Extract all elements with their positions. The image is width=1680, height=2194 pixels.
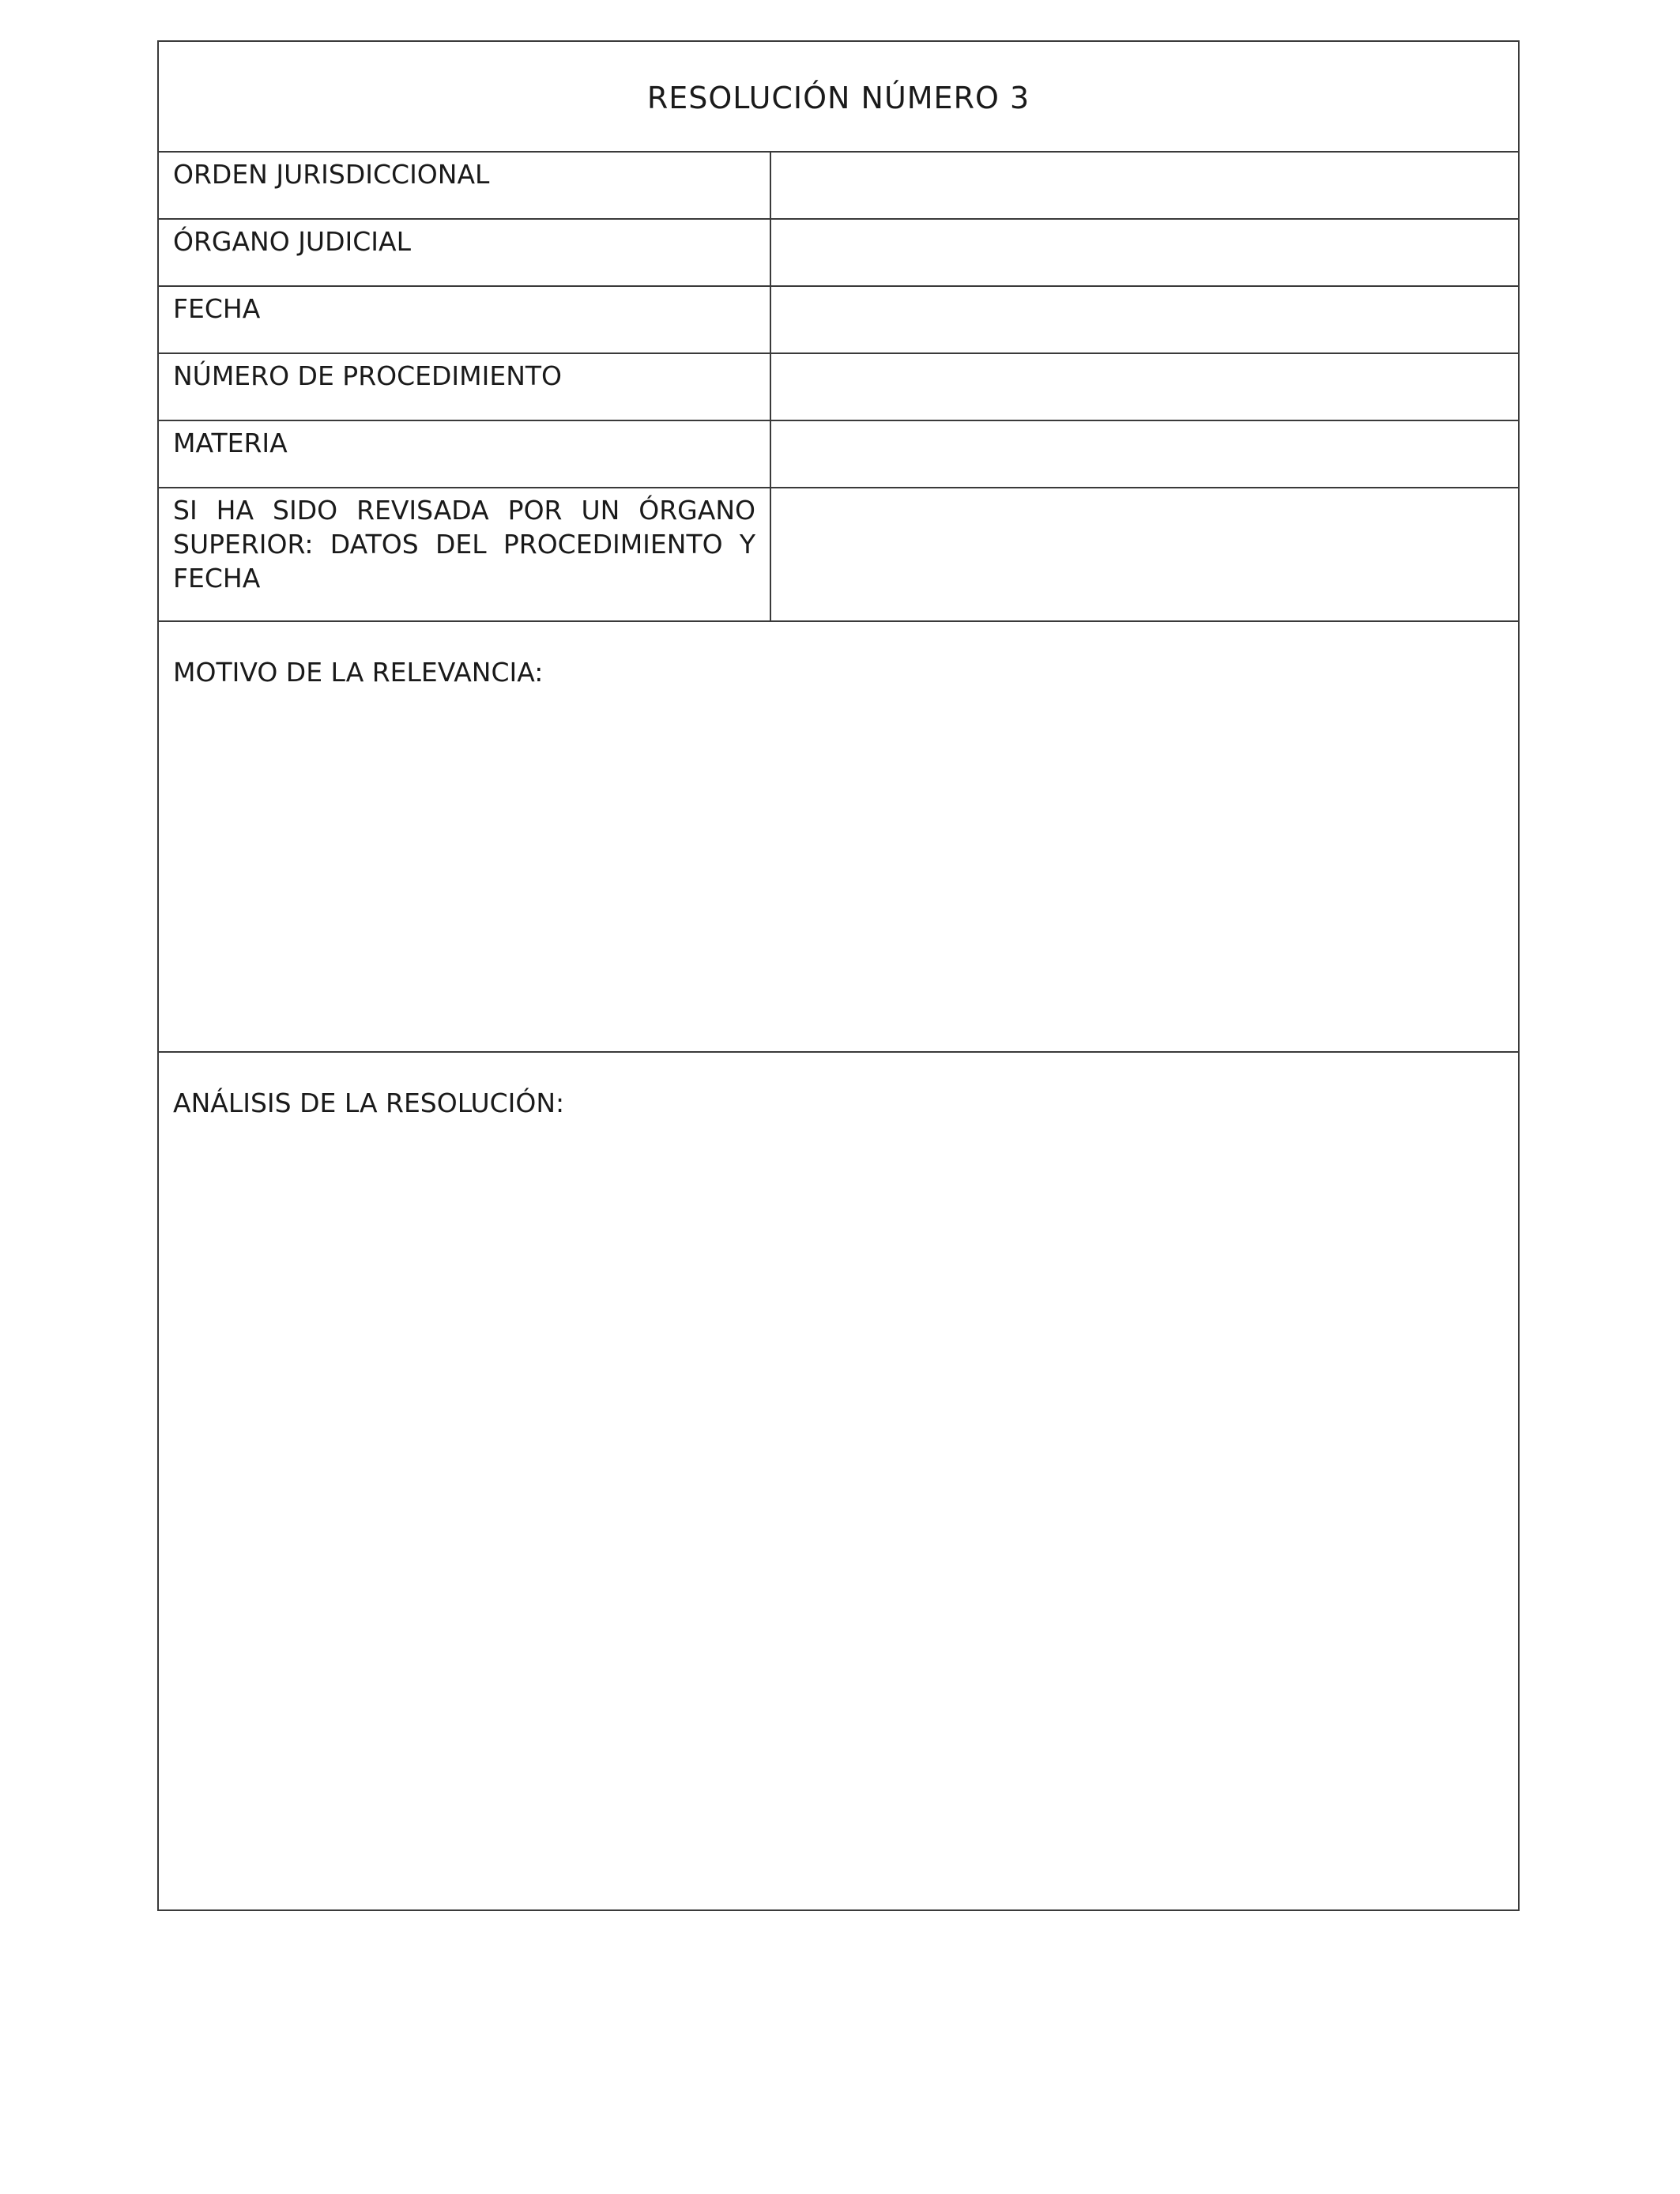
fecha-value[interactable] [771, 287, 1518, 352]
organo-judicial-value[interactable] [771, 220, 1518, 285]
field-row-materia [159, 421, 1518, 488]
analysis-text-area[interactable] [159, 1132, 1518, 1909]
field-label: NÚMERO DE PROCEDIMIENTO [159, 354, 771, 420]
field-label: ORDEN JURISDICCIONAL [159, 153, 771, 218]
field-row-orden-jurisdiccional [159, 153, 1518, 220]
materia-value[interactable] [771, 421, 1518, 487]
relevance-label: MOTIVO DE LA RELEVANCIA: [173, 657, 544, 688]
field-row-fecha [159, 287, 1518, 354]
numero-procedimiento-value[interactable] [771, 354, 1518, 420]
field-row-numero-procedimiento [159, 354, 1518, 421]
resolution-form [157, 40, 1520, 1911]
field-row-revision-superior [159, 488, 1518, 622]
title-row [159, 42, 1518, 153]
revision-superior-value[interactable] [771, 488, 1518, 620]
analysis-section [159, 1053, 1518, 1909]
field-label: FECHA [159, 287, 771, 352]
analysis-label: ANÁLISIS DE LA RESOLUCIÓN: [173, 1088, 565, 1118]
relevance-text-area[interactable] [159, 701, 1518, 1051]
form-title: RESOLUCIÓN NÚMERO 3 [646, 81, 1030, 115]
field-row-organo-judicial [159, 220, 1518, 287]
relevance-section [159, 622, 1518, 1053]
field-label: ÓRGANO JUDICIAL [159, 220, 771, 285]
field-label: MATERIA [159, 421, 771, 487]
orden-jurisdiccional-value[interactable] [771, 153, 1518, 218]
field-label: SI HA SIDO REVISADA POR UN ÓRGANO SUPERIOR: DATOS DEL PROCEDIMIENTO Y FECHA [159, 488, 771, 620]
